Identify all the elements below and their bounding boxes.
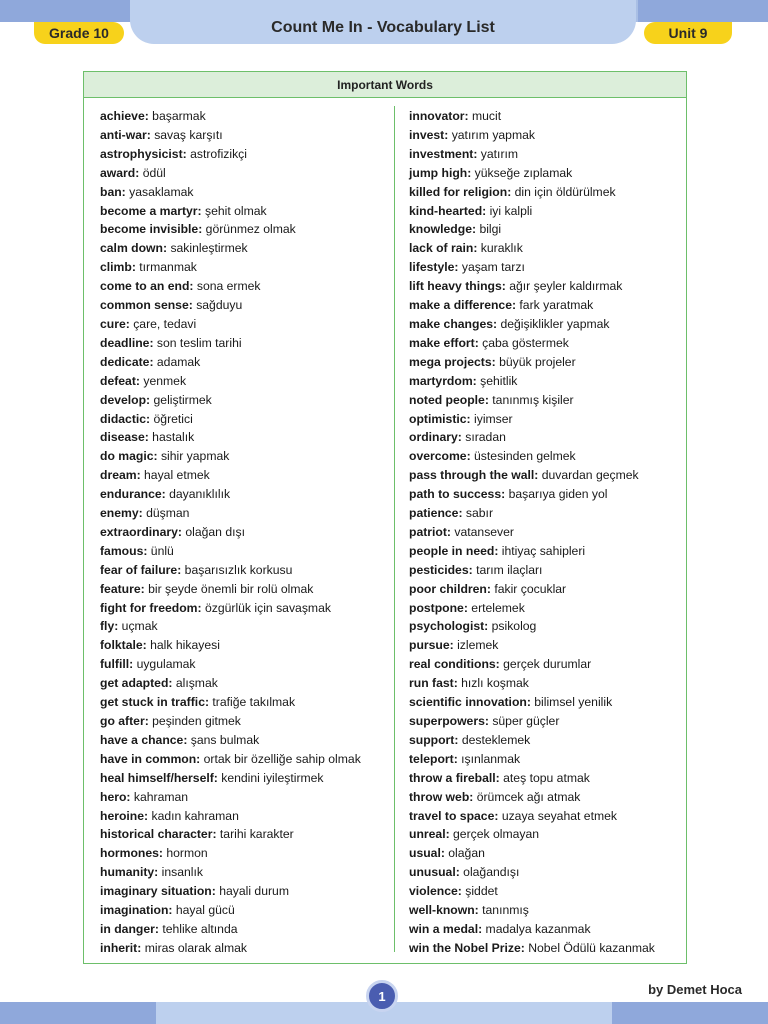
vocab-term: endurance: [100,487,166,502]
vocab-entry [100,523,361,542]
vocab-entry [409,807,655,826]
vocab-meaning: fark yaratmak [519,298,594,313]
vocab-entry [409,334,655,353]
vocab-entry [100,599,361,618]
vocab-entry [409,353,655,372]
vocab-term: astrophysicist: [100,146,187,161]
vocab-entry [409,863,655,882]
vocab-term: have a chance: [100,732,188,747]
left-word-list [100,107,361,958]
vocab-term: fight for freedom: [100,600,202,615]
vocab-term: calm down: [100,241,168,256]
vocab-entry [409,939,655,958]
vocab-term: lift heavy things: [409,279,506,294]
vocab-meaning: desteklemek [461,732,531,747]
vocab-term: imagination: [100,903,173,918]
vocab-entry [409,220,655,239]
vocab-meaning: tanınmış [482,903,529,918]
vocab-term: poor children: [409,581,491,596]
vocab-term: well-known: [409,903,479,918]
vocab-meaning: duvardan geçmek [541,468,639,483]
vocab-term: heal himself/herself: [100,770,218,785]
vocab-term: psychologist: [409,619,489,634]
vocab-entry [409,372,655,391]
vocab-entry [409,239,655,258]
vocab-entry [409,636,655,655]
vocab-meaning: din için öldürülmek [514,184,616,199]
vocab-meaning: iyi kalpli [489,203,533,218]
vocab-entry [409,674,655,693]
vocab-term: pursue: [409,638,454,653]
vocab-term: patriot: [409,524,451,539]
grade-badge: Grade 10 [34,22,124,44]
vocab-meaning: başarmak [152,109,206,123]
vocab-term: throw a fireball: [409,770,500,785]
vocab-meaning: ışınlanmak [461,751,521,766]
vocab-term: overcome: [409,449,471,464]
vocab-meaning: sona ermek [196,279,261,294]
vocab-entry [409,428,655,447]
vocab-entry [409,882,655,901]
vocab-entry [100,901,361,920]
vocab-entry [409,164,655,183]
vocab-term: support: [409,732,459,747]
vocab-entry [100,353,361,372]
vocab-term: ordinary: [409,430,462,445]
vocab-meaning: psikolog [491,619,537,634]
page-title: Count Me In - Vocabulary List [271,19,495,36]
vocab-term: dedicate: [100,354,154,369]
vocab-term: common sense: [100,298,193,313]
vocab-meaning: gerçek olmayan [453,827,540,842]
vocab-term: people in need: [409,543,499,558]
vocab-meaning: kendini iyileştirmek [221,770,324,785]
vocab-entry [409,410,655,429]
vocab-term: folktale: [100,638,147,653]
vocab-meaning: uzaya seyahat etmek [501,808,617,823]
vocab-entry [409,788,655,807]
vocab-meaning: başarısızlık korkusu [184,562,293,577]
vocab-entry [100,731,361,750]
vocab-meaning: yasaklamak [129,184,194,199]
vocab-entry [100,655,361,674]
vocab-term: in danger: [100,921,159,936]
vocab-meaning: büyük projeler [499,354,576,369]
vocab-entry [409,731,655,750]
vocab-term: win the Nobel Prize: [409,940,525,955]
vocab-entry [409,183,655,202]
vocab-entry [100,220,361,239]
vocab-meaning: uygulamak [136,657,196,672]
vocab-term: get stuck in traffic: [100,695,210,710]
vocab-meaning: halk hikayesi [150,638,220,653]
vocab-term: have in common: [100,751,201,766]
vocab-entry [409,599,655,618]
vocab-term: fly: [100,619,119,634]
vocab-term: hero: [100,789,131,804]
vocab-meaning: özgürlük için savaşmak [204,600,331,615]
vocab-entry [100,807,361,826]
vocab-meaning: fakir çocuklar [494,581,567,596]
vocab-meaning: geliştirmek [153,392,212,407]
vocab-entry [100,145,361,164]
vocab-entry [100,239,361,258]
vocab-meaning: üstesinden gelmek [474,449,576,464]
vocab-entry [409,504,655,523]
vocab-entry [100,504,361,523]
vocab-term: award: [100,165,140,180]
vocab-meaning: görünmez olmak [205,222,296,237]
vocab-entry [100,580,361,599]
vocab-meaning: yatırım yapmak [451,127,535,142]
vocab-term: fulfill: [100,657,134,672]
vocab-meaning: sağduyu [196,298,243,313]
vocab-term: mega projects: [409,354,496,369]
vocab-meaning: gerçek durumlar [503,657,592,672]
vocab-meaning: sihir yapmak [160,449,230,464]
vocab-meaning: savaş karşıtı [154,127,223,142]
vocab-meaning: şehitlik [480,373,518,388]
vocab-meaning: çaba göstermek [482,335,569,350]
vocab-meaning: tırmanmak [139,260,197,275]
vocab-entry [100,334,361,353]
vocab-meaning: tarım ilaçları [476,562,543,577]
vocab-meaning: alışmak [175,676,218,691]
vocab-term: humanity: [100,865,159,880]
vocab-entry [100,164,361,183]
card-title: Important Words [84,72,686,98]
vocab-entry [100,825,361,844]
vocab-meaning: kuraklık [480,241,523,256]
vocab-meaning: süper güçler [492,714,560,728]
vocab-term: make effort: [409,335,479,350]
top-band-left-accent [0,0,130,22]
vocab-entry [409,825,655,844]
vocab-meaning: dayanıklılık [169,487,231,502]
vocab-entry [100,447,361,466]
vocab-meaning: ertelemek [471,600,525,615]
vocab-term: famous: [100,543,148,558]
vocab-entry [409,844,655,863]
vocab-meaning: tanınmış kişiler [492,392,574,407]
vocab-term: unusual: [409,865,460,880]
vocab-term: anti-war: [100,127,151,142]
vocab-term: do magic: [100,449,158,464]
vocab-entry [100,712,361,731]
vocab-meaning: düşman [146,506,190,521]
vocab-meaning: astrofizikçi [190,146,247,161]
vocab-meaning: ödül [142,165,166,180]
vocab-meaning: şiddet [465,884,498,899]
vocab-meaning: örümcek ağı atmak [476,789,581,804]
vocab-meaning: ateş topu atmak [503,770,590,785]
vocab-term: achieve: [100,109,149,123]
vocab-meaning: izlemek [457,638,499,653]
vocab-meaning: trafiğe takılmak [212,695,296,710]
vocab-term: fear of failure: [100,562,182,577]
vocab-meaning: sakinleştirmek [170,241,248,256]
vocab-term: optimistic: [409,411,471,426]
vocab-entry [409,447,655,466]
vocab-entry [409,561,655,580]
vocab-entry [100,372,361,391]
vocab-entry [409,712,655,731]
vocab-term: didactic: [100,411,151,426]
vocab-meaning: hayali durum [219,884,289,899]
vocab-term: go after: [100,714,149,728]
vocab-term: imaginary situation: [100,884,216,899]
vocab-entry [409,258,655,277]
vocab-entry [409,107,655,126]
vocab-entry [409,277,655,296]
vocab-entry [409,202,655,221]
vocab-term: throw web: [409,789,474,804]
vocab-meaning: hastalık [152,430,195,445]
vocab-term: real conditions: [409,657,500,672]
vocab-entry [100,750,361,769]
vocab-entry [409,617,655,636]
vocab-term: deadline: [100,335,154,350]
vocab-term: lack of rain: [409,241,478,256]
vocab-entry [100,485,361,504]
vocab-entry [100,296,361,315]
vocab-meaning: sıradan [465,430,506,445]
vocab-entry [100,258,361,277]
vocab-term: scientific innovation: [409,695,531,710]
vocab-entry [100,561,361,580]
vocab-term: pesticides: [409,562,473,577]
vocab-meaning: vatansever [454,524,514,539]
vocab-meaning: başarıya giden yol [508,487,608,502]
vocab-term: become invisible: [100,222,203,237]
vocab-term: come to an end: [100,279,194,294]
vocab-meaning: peşinden gitmek [152,714,241,728]
vocab-term: become a martyr: [100,203,202,218]
vocab-meaning: insanlık [161,865,203,880]
vocab-term: superpowers: [409,714,489,728]
vocab-meaning: adamak [156,354,201,369]
vocab-term: enemy: [100,506,143,521]
vocab-entry [409,391,655,410]
vocab-term: heroine: [100,808,149,823]
vocab-meaning: yükseğe zıplamak [474,165,573,180]
vocab-entry [100,939,361,958]
vocab-entry [100,183,361,202]
vocab-term: teleport: [409,751,458,766]
vocab-entry [100,428,361,447]
vocab-entry [100,788,361,807]
vocab-meaning: hormon [166,846,208,861]
vocab-entry [409,485,655,504]
vocab-entry [409,523,655,542]
vocab-term: lifestyle: [409,260,459,275]
vocab-entry [100,126,361,145]
vocab-meaning: öğretici [153,411,193,426]
vocab-meaning: şans bulmak [190,732,260,747]
vocab-entry [100,391,361,410]
vocab-meaning: olağan dışı [185,524,245,539]
vocab-term: travel to space: [409,808,499,823]
vocab-entry [100,844,361,863]
vocab-term: extraordinary: [100,524,182,539]
bottom-band-left-accent [0,1002,156,1024]
vocab-entry [409,315,655,334]
vocab-meaning: bir şeyde önemli bir rolü olmak [148,581,314,596]
vocab-meaning: şehit olmak [205,203,267,218]
vocab-meaning: son teslim tarihi [156,335,242,350]
column-divider [394,106,395,952]
vocab-meaning: uçmak [121,619,158,634]
vocab-entry [100,542,361,561]
vocab-term: pass through the wall: [409,468,539,483]
vocab-term: innovator: [409,109,469,123]
vocab-term: hormones: [100,846,163,861]
vocab-term: noted people: [409,392,489,407]
vocab-meaning: Nobel Ödülü kazanmak [528,940,655,955]
vocab-meaning: tarihi karakter [219,827,294,842]
vocab-term: historical character: [100,827,217,842]
vocab-term: make a difference: [409,298,517,313]
vocab-meaning: değişiklikler yapmak [500,316,610,331]
vocab-entry [100,277,361,296]
vocab-entry [100,315,361,334]
vocab-term: kind-hearted: [409,203,487,218]
vocab-entry [409,693,655,712]
vocab-meaning: yaşam tarzı [461,260,525,275]
vocab-entry [100,882,361,901]
vocab-term: martyrdom: [409,373,477,388]
vocab-meaning: kahraman [133,789,189,804]
vocab-entry [409,920,655,939]
vocab-term: disease: [100,430,149,445]
vocab-term: unreal: [409,827,450,842]
vocab-entry [409,296,655,315]
vocab-entry [409,901,655,920]
vocab-entry [100,107,361,126]
vocab-term: inherit: [100,940,142,955]
vocab-entry [100,674,361,693]
vocab-meaning: yatırım [480,146,519,161]
vocab-meaning: tehlike altında [162,921,238,936]
vocab-term: knowledge: [409,222,477,237]
vocab-entry [409,655,655,674]
page-number: 1 [366,980,398,1012]
vocab-meaning: ortak bir özelliğe sahip olmak [203,751,361,766]
vocab-meaning: madalya kazanmak [485,921,591,936]
vocab-entry [409,580,655,599]
vocab-entry [409,466,655,485]
vocab-meaning: hayal etmek [144,468,210,483]
vocab-term: killed for religion: [409,184,512,199]
vocab-meaning: olağan [448,846,485,861]
vocab-meaning: hızlı koşmak [461,676,529,691]
vocab-meaning: bilimsel yenilik [534,695,613,710]
vocab-term: make changes: [409,316,498,331]
vocab-term: patience: [409,506,463,521]
vocab-term: win a medal: [409,921,483,936]
vocab-entry [409,145,655,164]
vocab-term: path to success: [409,487,506,502]
vocab-term: run fast: [409,676,458,691]
vocab-term: defeat: [100,373,140,388]
vocab-term: get adapted: [100,676,173,691]
vocab-meaning: mucit [471,109,502,123]
vocab-meaning: ihtiyaç sahipleri [501,543,586,558]
unit-badge: Unit 9 [644,22,732,44]
vocab-meaning: kadın kahraman [151,808,239,823]
vocab-term: investment: [409,146,478,161]
vocab-meaning: yenmek [143,373,187,388]
vocab-term: ban: [100,184,126,199]
vocab-entry [409,542,655,561]
vocab-term: cure: [100,316,130,331]
vocab-meaning: olağandışı [463,865,520,880]
vocab-entry [100,920,361,939]
vocab-term: feature: [100,581,145,596]
vocab-meaning: hayal gücü [175,903,235,918]
vocab-entry [100,693,361,712]
vocab-entry [409,126,655,145]
right-word-list [409,107,655,958]
vocab-entry [100,466,361,485]
vocab-meaning: miras olarak almak [144,940,247,955]
vocab-entry [100,863,361,882]
vocab-entry [100,410,361,429]
vocab-entry [100,617,361,636]
vocab-entry [409,769,655,788]
vocab-term: jump high: [409,165,472,180]
vocab-entry [100,636,361,655]
vocab-term: postpone: [409,600,468,615]
vocab-meaning: ağır şeyler kaldırmak [509,279,623,294]
vocab-entry [100,769,361,788]
vocab-entry [409,750,655,769]
vocab-meaning: sabır [465,506,494,521]
vocab-term: violence: [409,884,462,899]
vocab-meaning: iyimser [474,411,513,426]
vocab-meaning: ünlü [150,543,174,558]
vocab-meaning: bilgi [479,222,502,237]
vocab-meaning: çare, tedavi [133,316,197,331]
vocab-term: develop: [100,392,151,407]
vocab-term: usual: [409,846,445,861]
bottom-band-right-accent [612,1002,768,1024]
author-credit: by Demet Hoca [648,982,742,997]
vocab-term: climb: [100,260,136,275]
vocab-entry [100,202,361,221]
vocab-term: invest: [409,127,449,142]
top-band-right-accent [638,0,768,22]
vocabulary-card [83,71,687,964]
vocab-term: dream: [100,468,141,483]
